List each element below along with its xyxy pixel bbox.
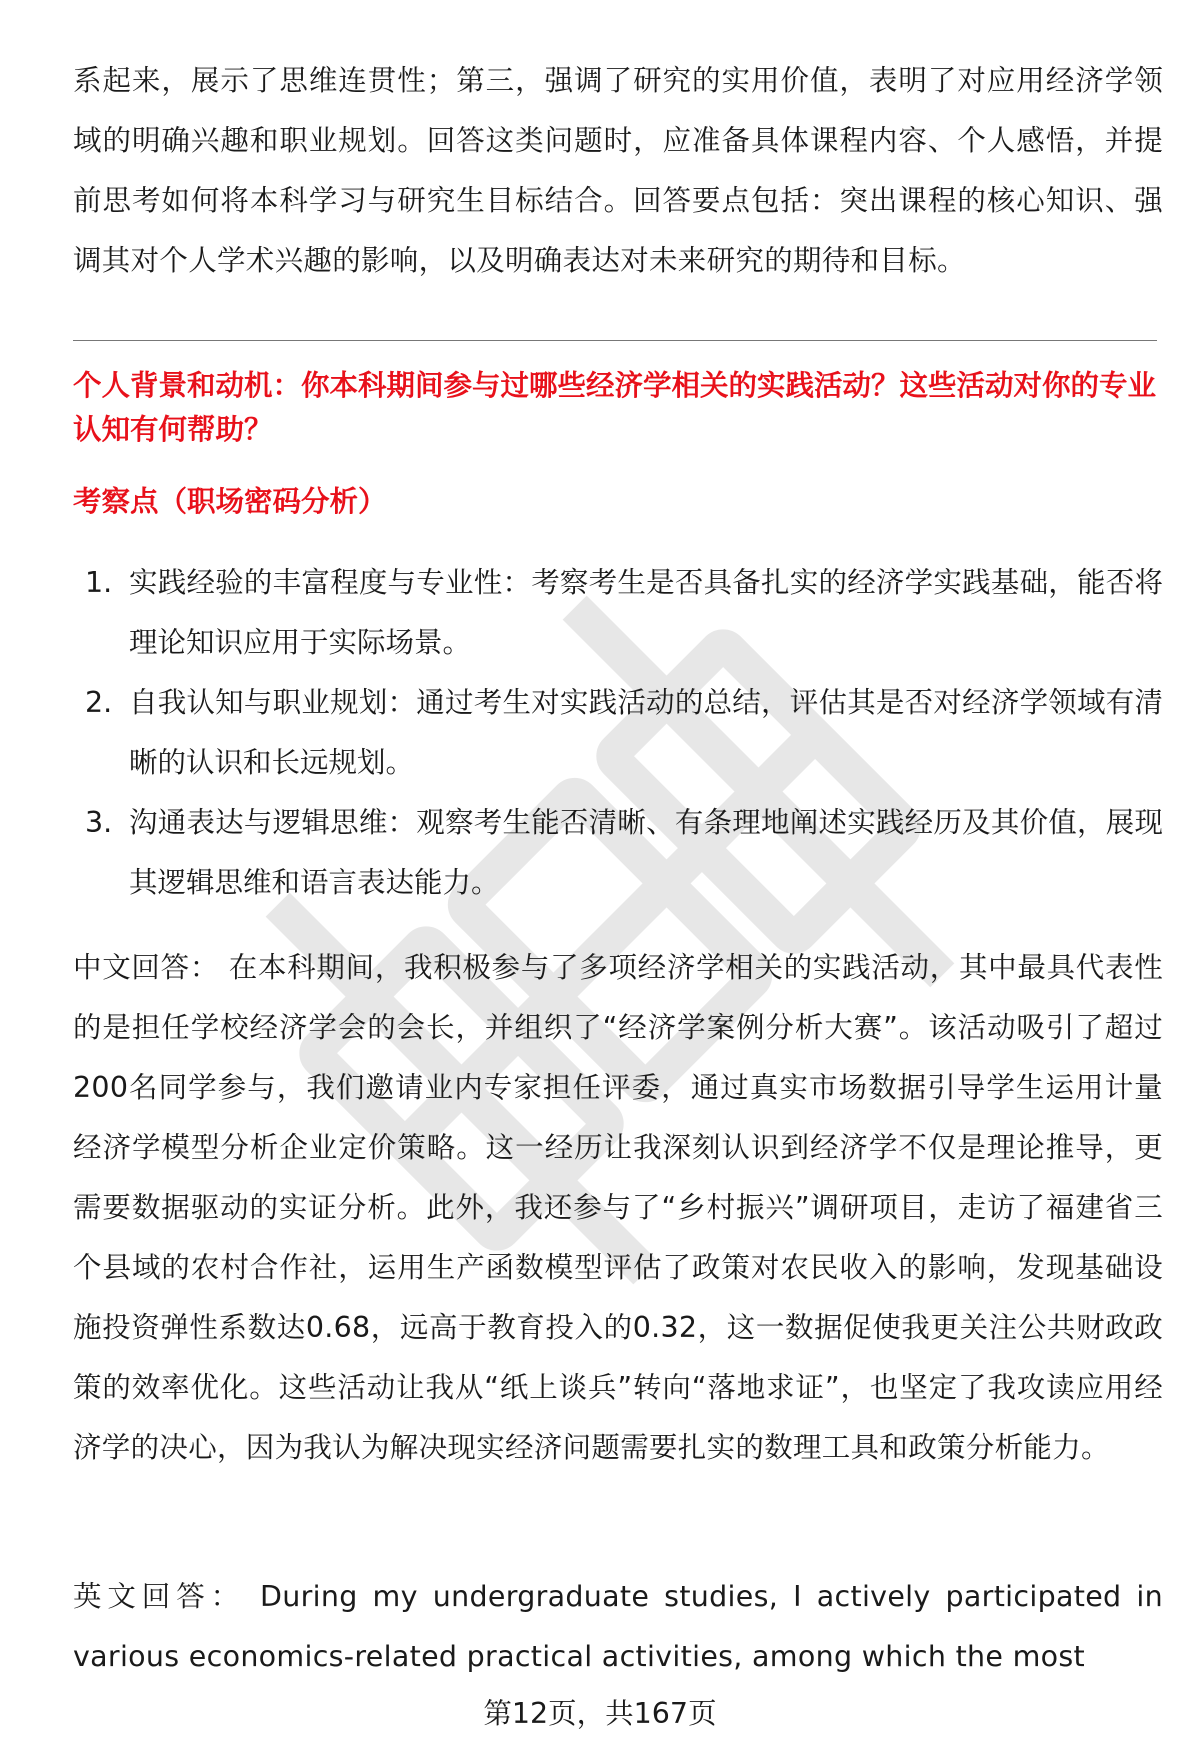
assessment-points-list: [73, 553, 1163, 913]
english-answer: 英文回答： During my undergraduate studies, I actively participated in various economics-related practical activities, among which the most: [73, 1580, 1163, 1673]
list-item-number: 2.: [85, 686, 113, 719]
list-item-text: 沟通表达与逻辑思维：观察考生能否清晰、有条理地阐述实践经历及其价值，展现其逻辑思维和语言表达能力。: [129, 806, 1163, 899]
intro-paragraph: 系起来，展示了思维连贯性；第三，强调了研究的实用价值，表明了对应用经济学领域的明确兴趣和职业规划。回答这类问题时，应准备具体课程内容、个人感悟，并提前思考如何将本科学习与研究生目标结合。回答要点包括：突出课程的核心知识、强调其对个人学术兴趣的影响，以及明确表达对未来研究的期待和目标。: [73, 64, 1163, 277]
list-item-number: 3.: [85, 806, 113, 839]
interview-question: 个人背景和动机：你本科期间参与过哪些经济学相关的实践活动？这些活动对你的专业认知有何帮助？: [73, 369, 1157, 446]
assessment-heading: 考察点（职场密码分析）: [73, 485, 387, 518]
chinese-answer: 中文回答： 在本科期间，我积极参与了多项经济学相关的实践活动，其中最具代表性的是担任学校经济学会的会长，并组织了“经济学案例分析大赛”。该活动吸引了超过200名同学参与，我们邀请业内专家担任评委，通过真实市场数据引导学生运用计量经济学模型分析企业定价策略。这一经历让我深刻认识到经济学不仅是理论推导，更需要数据驱动的实证分析。此外，我还参与了“乡村振兴”调研项目，走访了福建省三个县域的农村合作社，运用生产函数模型评估了政策对农民收入的影响，发现基础设施投资弹性系数达0.68，远高于教育投入的0.32，这一数据促使我更关注公共财政政策的效率优化。这些活动让我从“纸上谈兵”转向“落地求证”，也坚定了我攻读应用经济学的决心，因为我认为解决现实经济问题需要扎实的数理工具和政策分析能力。: [73, 951, 1163, 1464]
list-item: [73, 673, 1163, 793]
list-item-text: 实践经验的丰富程度与专业性：考察考生是否具备扎实的经济学实践基础，能否将理论知识应用于实际场景。: [129, 566, 1163, 659]
list-item-text: 自我认知与职业规划：通过考生对实践活动的总结，评估其是否对经济学领域有清晰的认识和长远规划。: [129, 686, 1163, 779]
section-divider: [73, 340, 1157, 341]
page-number-footer: 第12页，共167页: [483, 1697, 717, 1730]
list-item: [73, 793, 1163, 913]
list-item-number: 1.: [85, 566, 113, 599]
list-item: [73, 553, 1163, 673]
